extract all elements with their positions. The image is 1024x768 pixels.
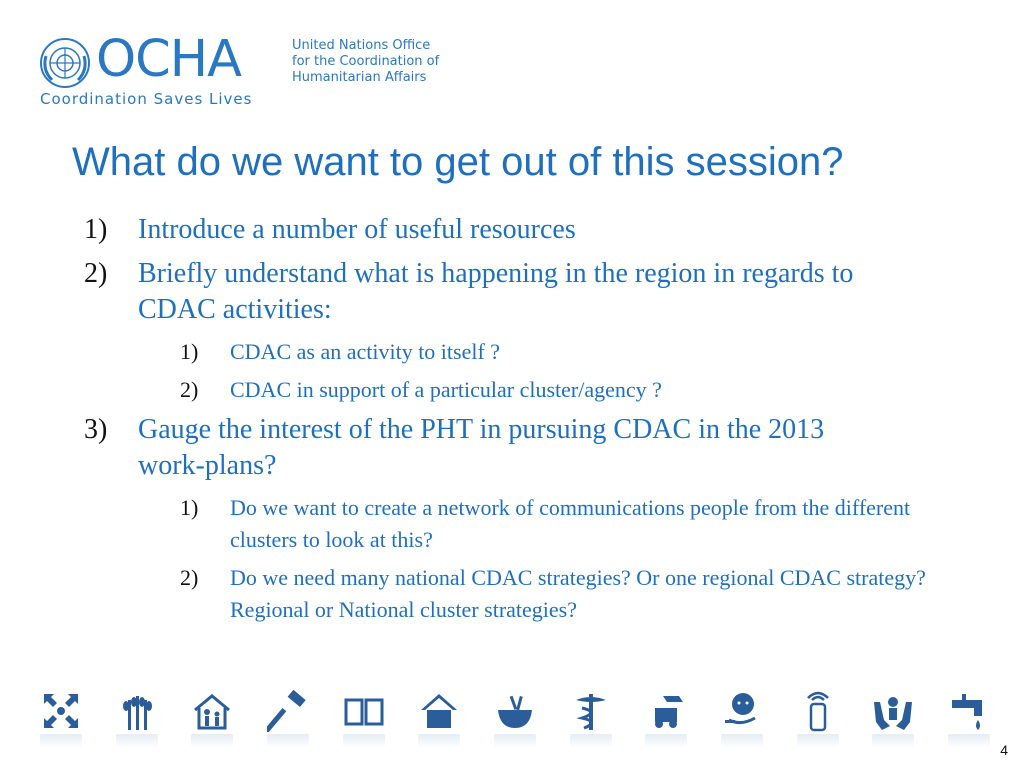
sub-list-item (0, 492, 1024, 556)
item-text: Gauge the interest of the PHT in pursuing CDAC in the 2013 work-plans? (138, 414, 825, 481)
health-caduceus-icon (570, 690, 612, 746)
list-item (0, 412, 1024, 484)
sub-list-item (0, 562, 1024, 626)
item-text: Do we want to create a network of communications people from the different clusters to look at this? (230, 495, 911, 552)
sub-list-item (0, 374, 1024, 406)
nutrition-child-icon (721, 690, 763, 746)
shelter-family-icon (191, 690, 233, 746)
agriculture-wheat-icon (116, 690, 158, 746)
bullet-list (0, 212, 1024, 632)
item-text: CDAC in support of a particular cluster/agency ? (230, 377, 662, 402)
sub-list-item (0, 336, 1024, 368)
org-name (292, 38, 439, 86)
coordination-arrows-icon (40, 690, 82, 746)
camp-house-icon (418, 690, 460, 746)
list-item (0, 256, 1024, 328)
ocha-logo (38, 30, 458, 110)
item-text: CDAC as an activity to itself ? (230, 339, 501, 364)
item-text: Introduce a number of useful resources (138, 214, 576, 245)
slide-title: What do we want to get out of this session? (72, 140, 844, 184)
food-bowl-icon (494, 690, 536, 746)
item-text: Briefly understand what is happening in the region in regards to CDAC activities: (138, 258, 854, 325)
education-book-icon (343, 690, 385, 746)
item-number: 1) (180, 495, 199, 520)
item-number: 3) (84, 414, 108, 445)
page-number: 4 (1000, 742, 1008, 758)
un-emblem-icon (38, 36, 92, 90)
tagline: Coordination Saves Lives (40, 90, 253, 108)
hammer-icon (267, 690, 309, 746)
cluster-icon-strip (40, 688, 990, 748)
org-name-line3: Humanitarian Affairs (292, 70, 427, 85)
logistics-truck-plane-icon (645, 690, 687, 746)
item-number: 2) (84, 258, 108, 289)
org-name-line2: for the Coordination of (292, 54, 440, 69)
ocha-wordmark: OCHA (96, 30, 241, 89)
org-name-line1: United Nations Office (292, 38, 431, 53)
telecom-phone-icon (797, 690, 839, 746)
item-number: 1) (84, 214, 108, 245)
water-tap-icon (948, 690, 990, 746)
list-item (0, 212, 1024, 248)
protection-hands-icon (872, 690, 914, 746)
item-number: 2) (180, 565, 199, 590)
item-number: 2) (180, 377, 199, 402)
item-text: Do we need many national CDAC strategies? Or one regional CDAC strategy? Regional or National cluster strategies? (230, 565, 926, 622)
item-number: 1) (180, 339, 199, 364)
